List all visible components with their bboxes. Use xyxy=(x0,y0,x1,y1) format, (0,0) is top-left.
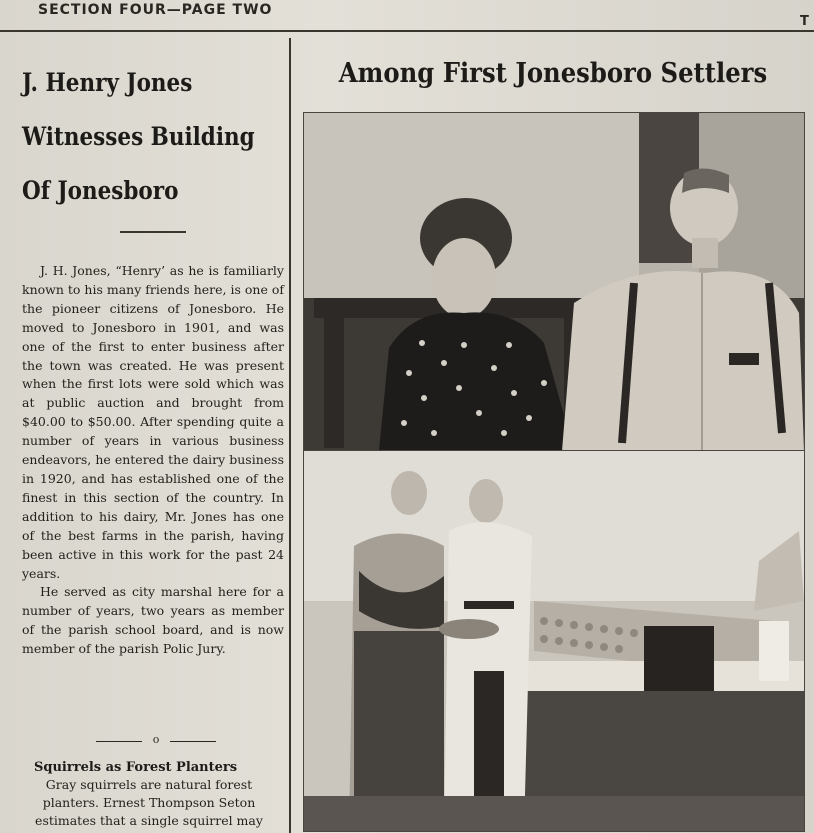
article-headline xyxy=(22,56,287,218)
feature-headline xyxy=(300,58,806,89)
section-folio: SECTION FOUR—PAGE TWO xyxy=(38,2,273,18)
divider-line xyxy=(96,741,142,742)
headline-rule xyxy=(120,231,186,233)
filler-body: Gray squirrels are natural forest planters. Ernest Thompson Seton estimates that a single squirrel may xyxy=(35,777,263,828)
edge-letter: T xyxy=(800,14,809,29)
divider-line xyxy=(170,741,216,742)
dairy-barn-photo xyxy=(303,450,805,832)
headline-line: Witnesses Building xyxy=(22,122,255,151)
feature-headline-text: Among First Jonesboro Settlers xyxy=(338,58,768,89)
section-divider xyxy=(96,733,216,749)
article-paragraph: He served as city marshal here for a number of years, two years as member of the parish school board, and is now member of the parish Polic Jury. xyxy=(22,584,284,657)
couple-portrait-image xyxy=(304,113,804,451)
column-rule xyxy=(289,38,291,833)
headline-line: J. Henry Jones xyxy=(22,68,193,97)
article-body xyxy=(22,262,284,659)
dairy-barn-image xyxy=(304,451,804,831)
divider-mark: o xyxy=(152,733,160,746)
headline-line: Of Jonesboro xyxy=(22,176,179,205)
article-paragraph: J. H. Jones, “Henry’ as he is familiarly known to his many friends here, is one of the pioneer citizens of Jonesboro. He moved to Jonesboro in 1901, and was one of the first to enter business after the town was created. He was present when the first lots were sold which was at public auction and brought from $40.00 to $50.00. After spending quite a number of years in various business endeavors, he entered the dairy business in 1920, and has established one of the finest in this section of the country. In addition to his dairy, Mr. Jones has one of the best farms in the parish, having been active in this work for the past 24 years. xyxy=(22,263,284,581)
filler-title: Squirrels as Forest Planters xyxy=(34,760,238,775)
couple-portrait-photo xyxy=(303,112,805,452)
top-rule xyxy=(0,30,814,32)
